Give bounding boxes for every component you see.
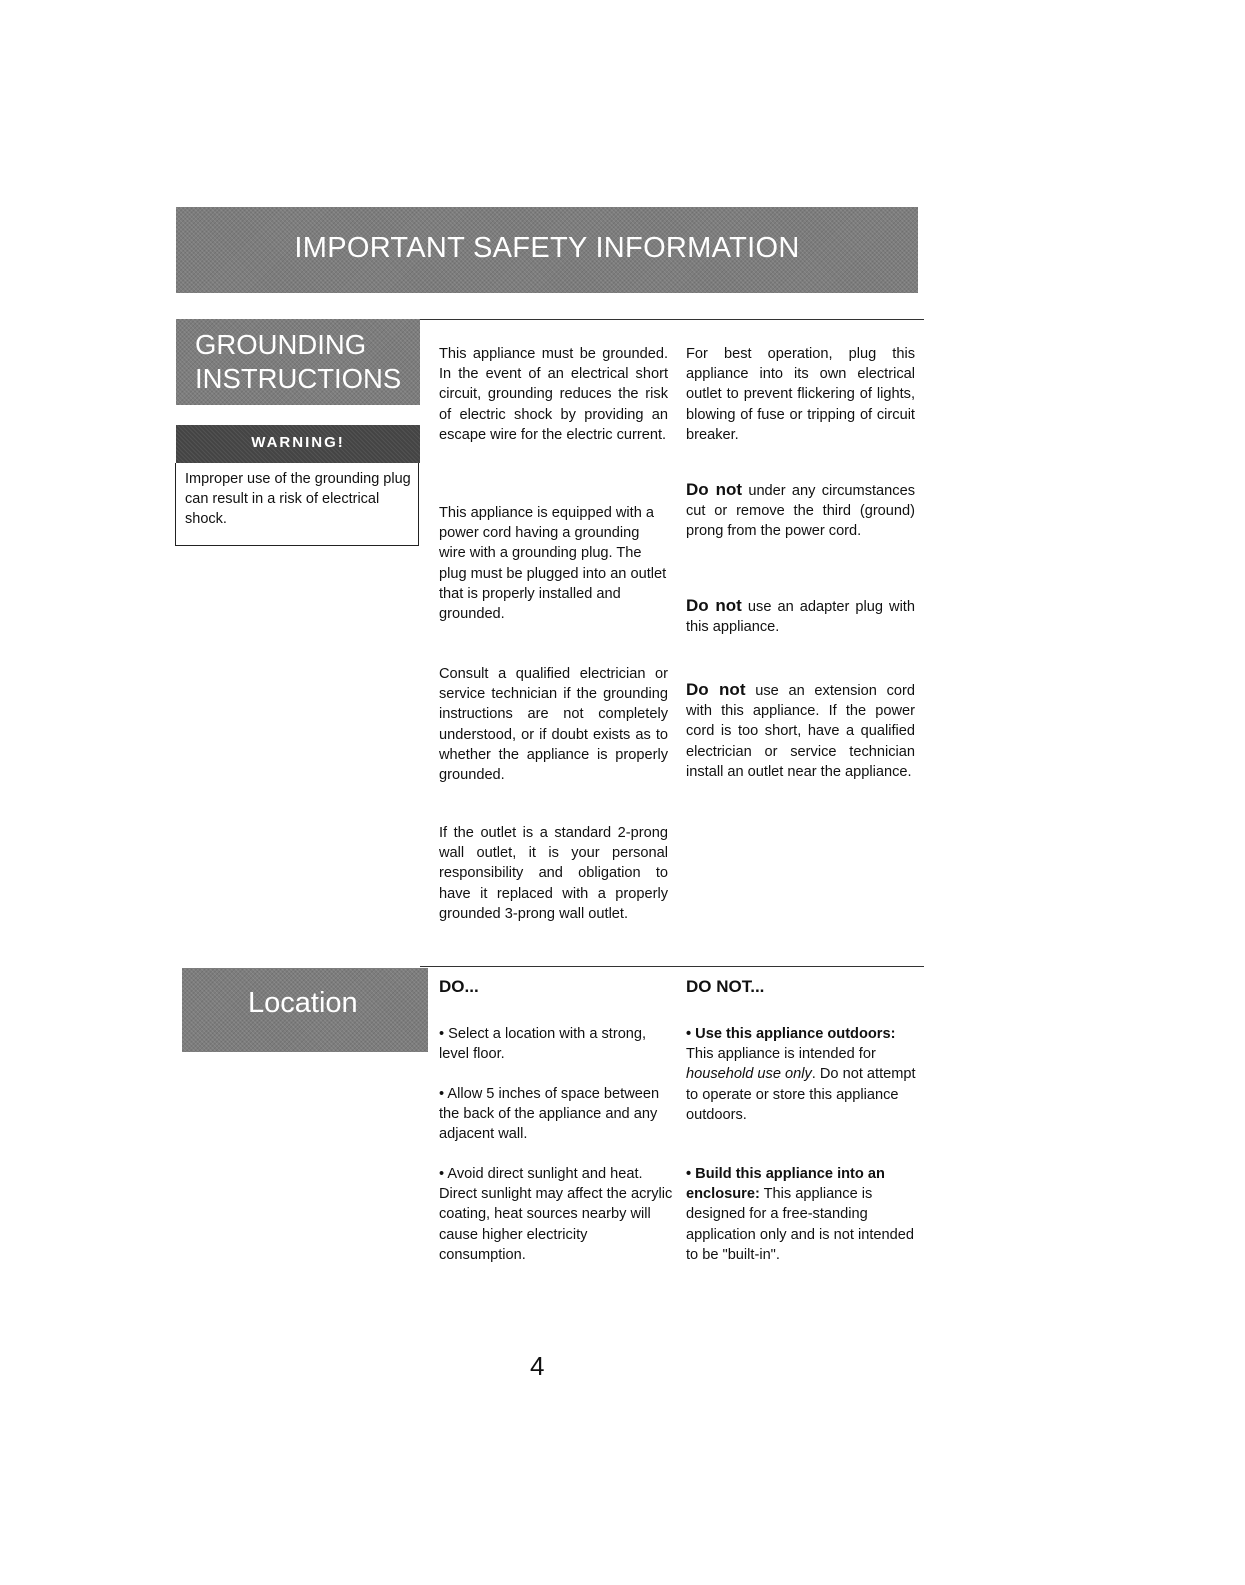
do-not-item-text: . Do not attempt to operate or store this appliance outdoors.	[686, 1066, 916, 1123]
page-number: 4	[530, 1351, 545, 1381]
do-not-paragraph	[686, 680, 915, 782]
do-not-item-emphasis: household use only	[686, 1066, 812, 1083]
location-section-header	[182, 968, 428, 1052]
divider-middle	[420, 966, 924, 967]
location-section-title: Location	[248, 987, 358, 1019]
grounding-paragraph: If the outlet is a standard 2-prong wall outlet, it is your personal responsibility and obligation to have it replaced with a properly grounded 3-prong wall outlet.	[439, 825, 668, 922]
do-not-text: under any circumstances cut or remove the third (ground) prong from the power cord.	[686, 483, 915, 540]
do-item: • Avoid direct sunlight and heat. Direct sunlight may affect the acrylic coating, heat sources nearby will cause higher electricity consumption.	[439, 1166, 673, 1263]
do-not-item	[686, 1024, 921, 1125]
do-item: • Allow 5 inches of space between the back of the appliance and any adjacent wall.	[439, 1086, 660, 1143]
do-not-paragraph	[686, 480, 915, 542]
warning-label: WARNING!	[251, 434, 345, 451]
do-not-item-lead: • Use this appliance outdoors:	[686, 1026, 896, 1042]
grounding-title-line-1: GROUNDING	[195, 329, 367, 360]
do-not-item-text: This appliance is designed for a free-standing application only and is not intended to be "built-in".	[686, 1186, 914, 1263]
do-not-label: Do not	[686, 480, 743, 499]
warning-text: Improper use of the grounding plug can result in a risk of electrical shock.	[185, 471, 411, 527]
grounding-paragraph: This appliance must be grounded. In the event of an electrical short circuit, grounding reduces the risk of electric shock by providing an escape wire for the electric current.	[439, 346, 668, 443]
do-not-label: Do not	[686, 680, 746, 699]
warning-bar	[176, 425, 420, 463]
do-not-text: use an extension cord with this appliance. If the power cord is too short, have a qualified electrician or service technician install an outlet near the appliance.	[686, 683, 915, 780]
do-not-item-text: This appliance is intended for	[686, 1046, 876, 1063]
grounding-paragraph: For best operation, plug this appliance into its own electrical outlet to prevent flickering of lights, blowing of fuse or tripping of circuit breaker.	[686, 346, 915, 443]
grounding-section-header	[176, 319, 420, 405]
section-banner	[176, 207, 918, 293]
do-not-heading: DO NOT...	[686, 977, 765, 996]
grounding-title-line-2: INSTRUCTIONS	[195, 363, 402, 394]
grounding-paragraph: This appliance is equipped with a power cord having a grounding wire with a grounding plug. The plug must be plugged into an outlet that is properly installed and grounded.	[439, 505, 667, 623]
banner-title: IMPORTANT SAFETY INFORMATION	[294, 232, 800, 264]
grounding-section-title	[195, 328, 401, 396]
do-not-item	[686, 1164, 921, 1265]
do-heading: DO...	[439, 977, 479, 996]
do-not-label: Do not	[686, 596, 742, 615]
do-not-text: use an adapter plug with this appliance.	[686, 599, 915, 636]
divider-top	[420, 319, 924, 320]
warning-box	[175, 463, 419, 546]
do-item: • Select a location with a strong, level floor.	[439, 1026, 647, 1063]
do-not-paragraph	[686, 596, 915, 637]
do-not-item-lead: • Build this appliance into an enclosure:	[686, 1166, 885, 1203]
grounding-paragraph: Consult a qualified electrician or service technician if the grounding instructions are not completely understood, or if doubt exists as to whether the appliance is properly grounded.	[439, 666, 668, 784]
